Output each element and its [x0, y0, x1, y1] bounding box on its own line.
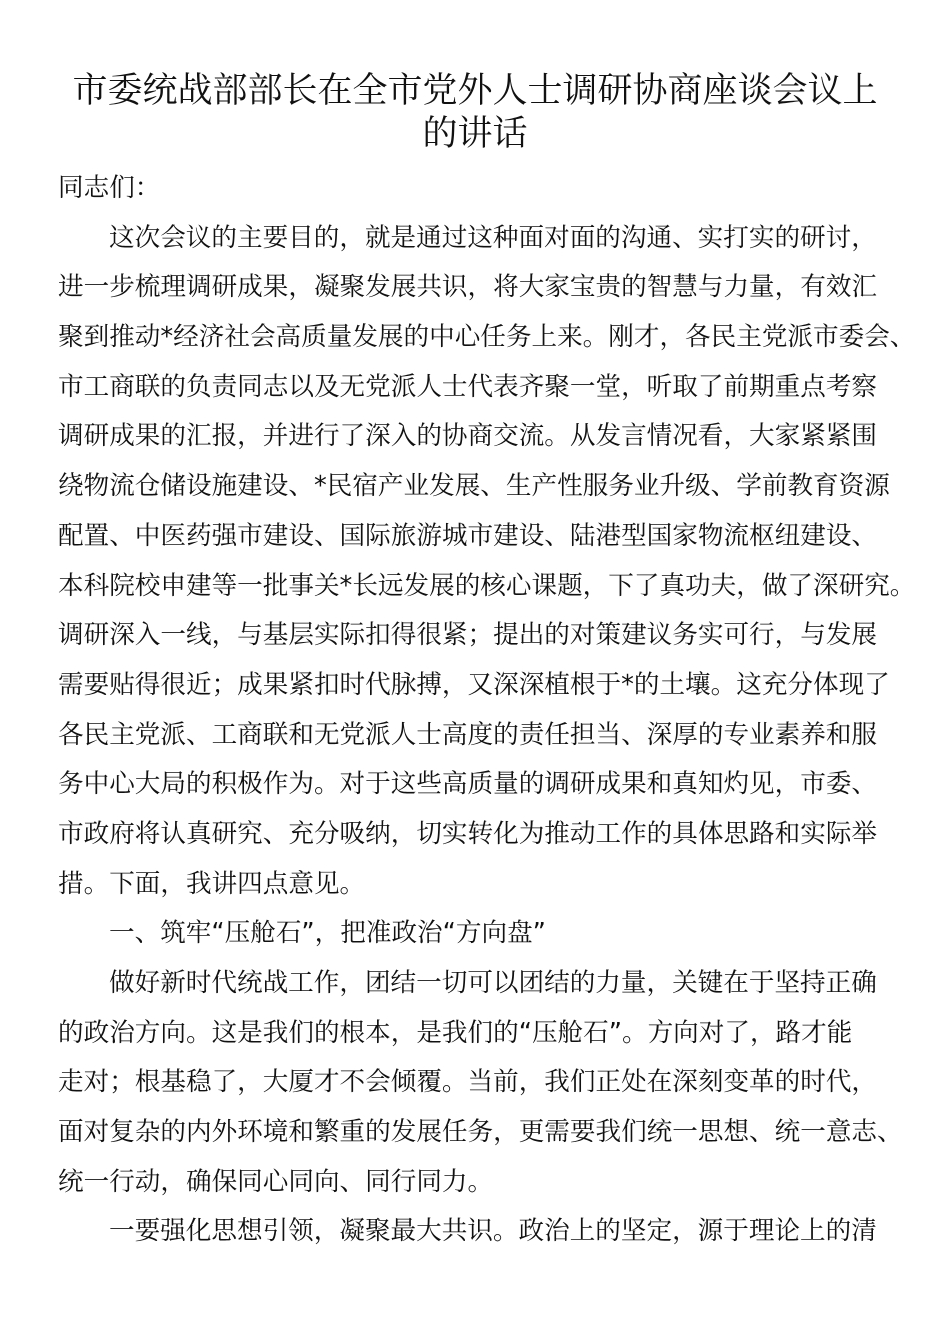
text-line: 各民主党派、工商联和无党派人士高度的责任担当、深厚的专业素养和服: [58, 719, 878, 750]
text-line: 一要强化思想引领，凝聚最大共识。政治上的坚定，源于理论上的清: [109, 1216, 877, 1247]
title-line: 市委统战部部长在全市党外人士调研协商座谈会议上: [72, 71, 878, 111]
text-line: 做好新时代统战工作，团结一切可以团结的力量，关键在于坚持正确: [109, 968, 877, 998]
text-line: 的政治方向。这是我们的根本，是我们的“压舱石”。方向对了，路才能: [58, 1017, 853, 1048]
text-line: 务中心大局的积极作为。对于这些高质量的调研成果和真知灼见，市委、: [58, 769, 878, 800]
text-line: 调研成果的汇报，并进行了深入的协商交流。从发言情况看，大家紧紧围: [58, 421, 878, 452]
text-line: 市政府将认真研究、充分吸纳，切实转化为推动工作的具体思路和实际举: [58, 818, 878, 849]
paragraph: [58, 214, 938, 910]
text-line: 绕物流仓储设施建设、*民宿产业发展、生产性服务业升级、学前教育资源: [58, 471, 890, 502]
text-line: 进一步梳理调研成果，凝聚发展共识，将大家宝贵的智慧与力量，有效汇: [58, 272, 878, 303]
text-line: 措。下面，我讲四点意见。: [58, 868, 366, 899]
text-line: 一、筑牢“压舱石”，把准政治“方向盘”: [109, 918, 546, 949]
document-body: [58, 164, 938, 1257]
salutation: 同志们：: [58, 173, 161, 203]
text-line: 走对；根基稳了，大厦才不会倾覆。当前，我们正处在深刻变革的时代，: [58, 1067, 878, 1098]
document-title: [0, 70, 950, 156]
paragraph: [58, 959, 938, 1207]
text-line: 面对复杂的内外环境和繁重的发展任务，更需要我们统一思想、统一意志、: [58, 1117, 903, 1148]
text-line: 配置、中医药强市建设、国际旅游城市建设、陆港型国家物流枢纽建设、: [58, 520, 878, 551]
text-line: 聚到推动*经济社会高质量发展的中心任务上来。刚才，各民主党派市委会、: [58, 322, 916, 353]
paragraph: [58, 1207, 938, 1257]
text-line: 需要贴得很近；成果紧扣时代脉搏，又深深植根于*的土壤。这充分体现了: [58, 669, 890, 700]
section-heading: [58, 909, 938, 959]
text-line: 这次会议的主要目的，就是通过这种面对面的沟通、实打实的研讨，: [109, 222, 877, 253]
text-line: 调研深入一线，与基层实际扣得很紧；提出的对策建议务实可行，与发展: [58, 620, 878, 651]
text-line: 本科院校申建等一批事关*长远发展的核心课题，下了真功夫，做了深研究。: [58, 570, 916, 601]
text-line: 市工商联的负责同志以及无党派人士代表齐聚一堂，听取了前期重点考察: [58, 371, 878, 402]
text-line: 统一行动，确保同心同向、同行同力。: [58, 1166, 494, 1197]
paragraph-list: [58, 214, 938, 1257]
title-line: 的讲话: [422, 114, 528, 154]
